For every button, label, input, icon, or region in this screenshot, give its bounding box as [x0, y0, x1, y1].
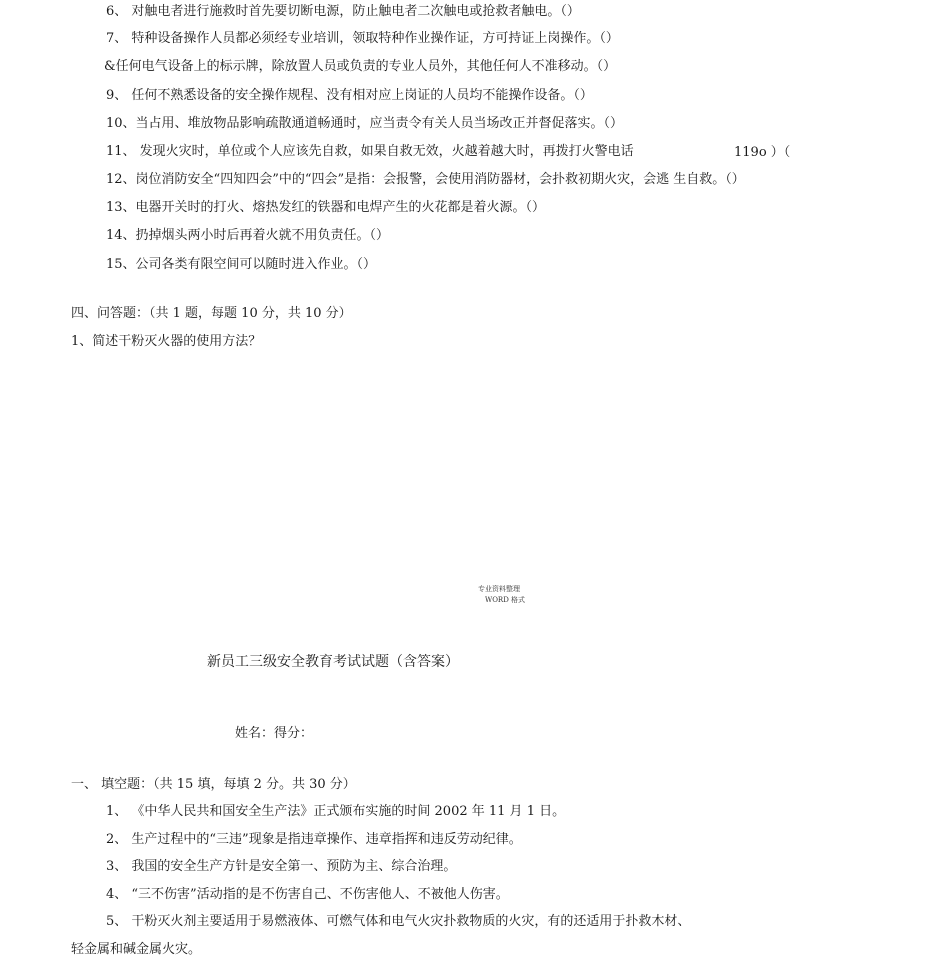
tf-item-8: &任何电气设备上的标示牌，除放置人员或负责的专业人员外，其他任何人不准移动。（） [104, 59, 617, 74]
fill-item-3: 3、 我国的安全生产方针是安全第一、预防为主、综合治理。 [106, 859, 457, 874]
footer-label-1: 专业资料整理 [478, 585, 520, 593]
section-1-heading: 一、 填空题：（共 15 填，每填 2 分。共 30 分） [71, 777, 356, 792]
fill-item-1: 1、 《中华人民共和国安全生产法》正式颁布实施的时间 2002 年 11 月 1 日。 [106, 804, 566, 819]
name-score-line: 姓名：得分： [235, 726, 314, 741]
tf-item-11-tail: 119o ）（ [734, 145, 791, 160]
tf-item-11: 11、 发现火灾时，单位或个人应该先自救，如果自救无效，火越着越大时，再拨打火警电话 [106, 144, 634, 159]
tf-item-13: 13、电器开关时的打火、熔热发红的铁器和电焊产生的火花都是着火源。（） [106, 200, 546, 215]
tf-item-14: 14、扔掉烟头两小时后再着火就不用负责任。（） [106, 228, 390, 243]
fill-item-5-cont: 轻金属和碱金属火灾。 [71, 942, 202, 957]
page-title: 新员工三级安全教育考试试题（含答案） [207, 654, 459, 670]
tf-item-7: 7、 特种设备操作人员都必须经专业培训，领取特种作业操作证，方可持证上岗操作。（） [106, 31, 619, 46]
tf-item-12: 12、岗位消防安全“四知四会”中的“四会”是指：会报警，会使用消防器材，会扑救初期火灾，会逃 生自救。（） [106, 172, 745, 187]
question-1: 1、简述干粉灭火器的使用方法？ [71, 334, 262, 349]
tf-item-10: 10、当占用、堆放物品影响疏散通道畅通时，应当责令有关人员当场改正并督促落实。（） [106, 116, 624, 131]
footer-label-2: WORD 格式 [485, 596, 526, 604]
section-4-heading: 四、问答题：（共 1 题，每题 10 分，共 10 分） [71, 306, 352, 321]
tf-item-9: 9、 任何不熟悉设备的安全操作规程、没有相对应上岗证的人员均不能操作设备。（） [106, 88, 593, 103]
tf-item-15: 15、公司各类有限空间可以随时进入作业。（） [106, 257, 377, 272]
fill-item-2: 2、 生产过程中的“三违”现象是指违章操作、违章指挥和违反劳动纪律。 [106, 832, 522, 847]
fill-item-4: 4、 “三不伤害”活动指的是不伤害自己、不伤害他人、不被他人伤害。 [106, 887, 509, 902]
tf-item-6: 6、 对触电者进行施救时首先要切断电源，防止触电者二次触电或抢救者触电。（） [106, 4, 580, 19]
fill-item-5: 5、 干粉灭火剂主要适用于易燃液体、可燃气体和电气火灾扑救物质的火灾，有的还适用于扑救木材、 [106, 914, 691, 929]
